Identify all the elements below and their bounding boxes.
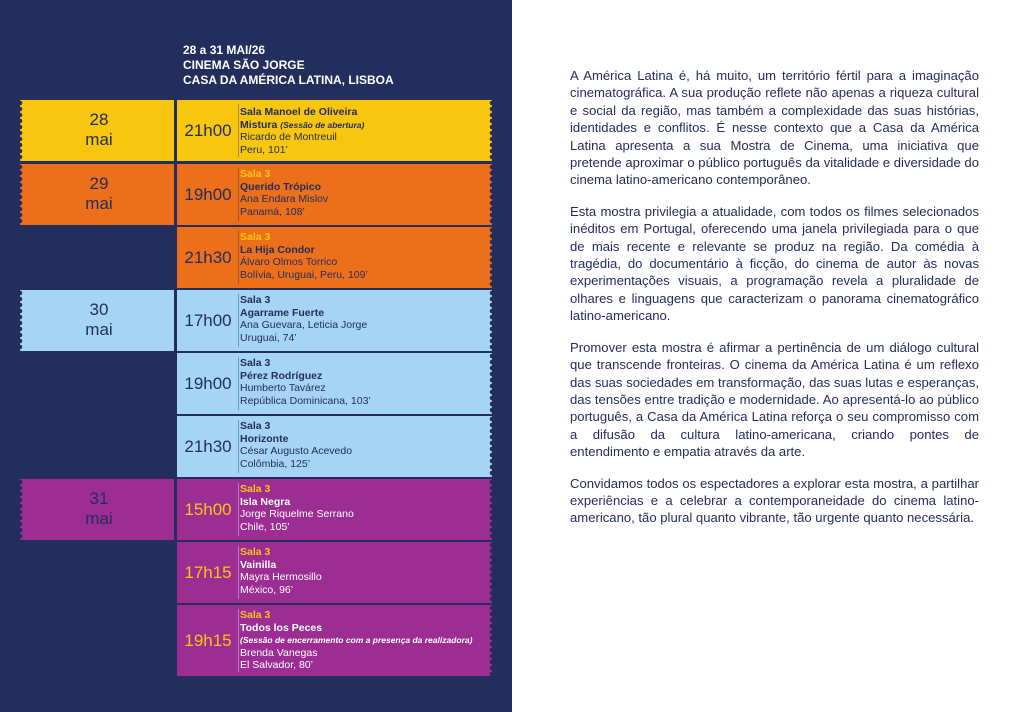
film-title: Pérez Rodríguez	[240, 369, 323, 382]
film-country-duration: Panamá, 108’	[240, 205, 305, 218]
divider	[238, 231, 239, 284]
session-time: 21h30	[184, 247, 232, 267]
film-director: Brenda Vanegas	[240, 646, 318, 659]
day-month: mai	[85, 509, 113, 528]
event-dates: 28 a 31 MAI/26	[183, 43, 266, 57]
ticket-edge	[488, 542, 492, 603]
session-time: 19h15	[184, 630, 232, 650]
film-title: Mistura	[240, 118, 278, 131]
intro-paragraph: A América Latina é, há muito, um território fértil para a imaginação cinematográfica. A sua produção reflete não apenas a riqueza cultural e social da região, mas também a complexidade das suas histórias, identidades e conflitos. É nesse contexto que a Casa da América Latina apresenta a sua Mostra de Cinema, uma iniciativa que pretende aproximar o público português da vitalidade e diversidade do cinema latino-americano contemporâneo.	[570, 68, 979, 188]
session-perez-rodriguez	[177, 353, 488, 414]
ticket-edge	[488, 164, 492, 225]
session-time: 19h00	[184, 184, 232, 204]
divider	[238, 357, 239, 410]
session-isla-negra	[177, 479, 488, 540]
session-time: 15h00	[184, 499, 232, 519]
film-country-duration: Colômbia, 125’	[240, 457, 311, 470]
day-29	[24, 164, 174, 225]
film-director: Humberto Tavárez	[240, 382, 326, 394]
session-room: Sala Manoel de Oliveira	[240, 106, 358, 118]
divider	[238, 609, 239, 672]
film-title: Isla Negra	[240, 495, 291, 508]
film-country-duration: República Dominicana, 103’	[240, 394, 371, 407]
day-number: 31	[89, 489, 109, 508]
session-room: Sala 3	[240, 294, 271, 306]
ticket-edge	[20, 479, 24, 540]
day-number: 29	[89, 174, 109, 193]
session-todos-los-peces	[177, 605, 488, 676]
film-director: Jorge Riquelme Serrano	[240, 508, 354, 520]
ticket-edge	[488, 290, 492, 351]
ticket-edge	[20, 164, 24, 225]
film-title: Vainilla	[240, 558, 277, 571]
day-number: 28	[89, 110, 109, 129]
film-director: Álvaro Olmos Torrico	[240, 256, 338, 268]
divider	[238, 168, 239, 221]
divider	[238, 546, 239, 599]
event-organizer: CASA DA AMÉRICA LATINA, LISBOA	[183, 73, 394, 87]
day-number: 30	[89, 300, 109, 319]
intro-paragraph: Convidamos todos os espectadores a explorar esta mostra, a partilhar experiências e a celebrar a contemporaneidade do cinema latino-americano, tão plural quanto vibrante, tão urgente quanto necessária.	[570, 475, 979, 526]
film-title: Agarrame Fuerte	[240, 306, 325, 319]
film-title: La Hija Condor	[240, 243, 315, 256]
session-time: 21h30	[184, 436, 232, 456]
film-title: Todos los Peces	[240, 621, 323, 634]
film-country-duration: Bolívia, Uruguai, Peru, 109’	[240, 268, 368, 281]
day-30	[24, 290, 174, 351]
film-director: Ricardo de Montreuil	[240, 131, 337, 143]
session-la-hija-condor	[177, 227, 488, 288]
ticket-edge	[20, 100, 24, 161]
film-country-duration: Uruguai, 74’	[240, 331, 297, 344]
session-vainilla	[177, 542, 488, 603]
session-room: Sala 3	[240, 483, 271, 495]
session-room: Sala 3	[240, 609, 271, 621]
intro-text	[570, 67, 979, 541]
ticket-edge	[488, 100, 492, 161]
session-mistura	[177, 100, 488, 161]
film-country-duration: Chile, 105’	[240, 520, 290, 533]
day-month: mai	[85, 194, 113, 213]
ticket-edge	[488, 605, 492, 676]
film-director: Ana Guevara, Leticia Jorge	[240, 319, 368, 331]
ticket-edge	[488, 227, 492, 288]
film-director: Mayra Hermosillo	[240, 571, 322, 583]
intro-panel	[512, 0, 1024, 712]
day-31	[24, 479, 174, 540]
session-note: (Sessão de encerramento com a presença da realizadora)	[240, 635, 473, 645]
film-country-duration: Peru, 101’	[240, 143, 288, 156]
divider	[238, 483, 239, 536]
day-month: mai	[85, 320, 113, 339]
session-agarrame-fuerte	[177, 290, 488, 351]
session-room: Sala 3	[240, 546, 271, 558]
event-venue: CINEMA SÃO JORGE	[183, 58, 305, 72]
session-room: Sala 3	[240, 357, 271, 369]
intro-paragraph: Esta mostra privilegia a atualidade, com todos os filmes selecionados inéditos em Portugal, oferecendo uma janela privilegiada para o que de mais recente e relevante se produz na região. Da comédia à tragédia, do documentário à ficção, do cinema de autor às novas experimentações visuais, a programação revela a pluralidade de olhares e linguagens que caracterizam o panorama cinematográfico latino-americano.	[570, 203, 979, 324]
divider	[238, 420, 239, 473]
session-time: 17h15	[184, 562, 232, 582]
session-time: 21h00	[184, 120, 232, 140]
session-room: Sala 3	[240, 231, 271, 243]
session-room: Sala 3	[240, 420, 271, 432]
session-time: 17h00	[184, 310, 232, 330]
session-horizonte	[177, 416, 488, 477]
day-28	[24, 100, 174, 161]
film-director: Ana Endara Mislov	[240, 193, 329, 205]
day-month: mai	[85, 130, 113, 149]
film-country-duration: México, 96’	[240, 583, 294, 596]
session-querido-tropico	[177, 164, 488, 225]
ticket-edge	[488, 416, 492, 477]
film-country-duration: El Salvador, 80’	[240, 659, 313, 671]
session-note: (Sessão de abertura)	[280, 119, 365, 130]
intro-paragraph: Promover esta mostra é afirmar a pertinência de um diálogo cultural que transcende fronteiras. O cinema da América Latina é um reflexo das suas sociedades em transformação, das suas lutas e esperanças, das tensões entre tradição e modernidade. Ao apresentá-lo ao público português, a Casa da América Latina reforça o seu compromisso com a difusão da cultura latino-americana, criando pontes de entendimento e empatia através da arte.	[570, 339, 979, 460]
ticket-edge	[488, 353, 492, 414]
film-title: Querido Trópico	[240, 180, 322, 193]
divider	[238, 294, 239, 347]
session-time: 19h00	[184, 373, 232, 393]
session-room: Sala 3	[240, 168, 271, 180]
ticket-edge	[20, 290, 24, 351]
ticket-edge	[488, 479, 492, 540]
event-header	[183, 43, 394, 88]
film-director: César Augusto Acevedo	[240, 445, 353, 457]
divider	[238, 104, 239, 157]
film-title: Horizonte	[240, 432, 289, 445]
